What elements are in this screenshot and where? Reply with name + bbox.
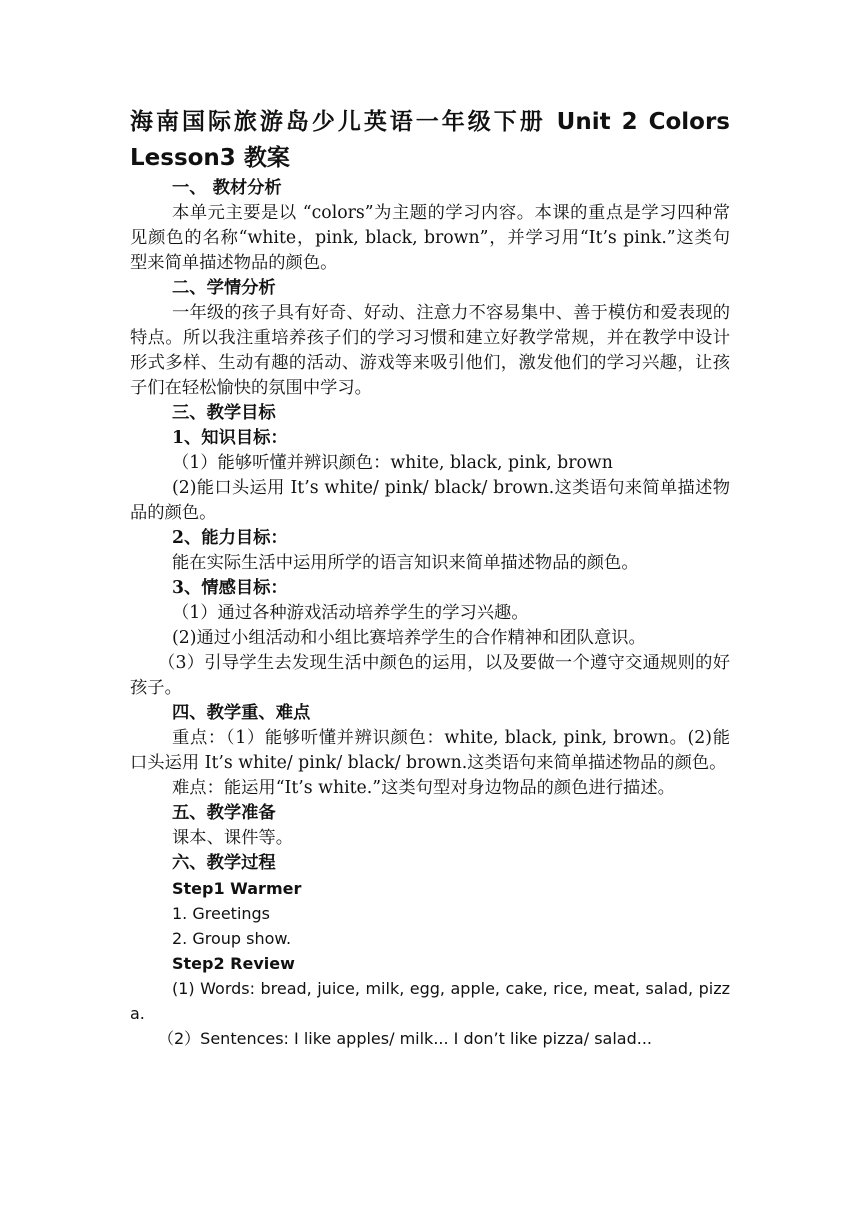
document-page — [130, 104, 730, 1051]
subheading-emotion: 3、情感目标： — [172, 578, 288, 598]
section-heading-objectives: 三、教学目标 — [172, 403, 276, 423]
section-heading-process: 六、教学过程 — [172, 853, 276, 873]
document-title: 海南国际旅游岛少儿英语一年级下册 Unit 2 Colors Lesson3 教案 — [130, 109, 730, 171]
emotion-item-1: （1）通过各种游戏活动培养学生的学习兴趣。 — [172, 603, 529, 623]
section-heading-students: 二、学情分析 — [172, 278, 276, 298]
section-heading-materials: 一、 教材分析 — [172, 178, 282, 198]
paragraph-key-points: 重点：（1）能够听懂并辨识颜色：white, black, pink, brown。(2)能口头运用 It’s white/ pink/ black/ brown.这类语句来简单描述物品的颜色。 — [130, 728, 730, 773]
knowledge-item-1: （1）能够听懂并辨识颜色：white, black, pink, brown — [172, 453, 613, 473]
emotion-item-3: （3）引导学生去发现生活中颜色的运用，以及要做一个遵守交通规则的好孩子。 — [130, 653, 730, 698]
subheading-ability: 2、能力目标： — [172, 528, 288, 548]
step2-item-2: （2）Sentences: I like apples/ milk... I don’t like pizza/ salad... — [158, 1029, 652, 1048]
knowledge-item-2: (2)能口头运用 It’s white/ pink/ black/ brown.这类语句来简单描述物品的颜色。 — [130, 478, 730, 523]
section-heading-keypoints: 四、教学重、难点 — [172, 703, 311, 723]
step1-heading: Step1 Warmer — [172, 879, 302, 898]
step2-heading: Step2 Review — [172, 954, 295, 973]
paragraph-difficult-points: 难点：能运用“It’s white.”这类句型对身边物品的颜色进行描述。 — [172, 778, 675, 798]
paragraph-materials: 本单元主要是以 “colors”为主题的学习内容。本课的重点是学习四种常见颜色的名称“white，pink, black, brown”，并学习用“It’s pink.”这类句型来简单描述物品的颜色。 — [130, 203, 730, 273]
ability-item-1: 能在实际生活中运用所学的语言知识来简单描述物品的颜色。 — [172, 553, 639, 573]
emotion-item-2: (2)通过小组活动和小组比赛培养学生的合作精神和团队意识。 — [172, 628, 646, 648]
step1-item-1: 1. Greetings — [172, 904, 271, 923]
section-heading-preparation: 五、教学准备 — [172, 803, 276, 823]
paragraph-preparation: 课本、课件等。 — [172, 828, 293, 848]
paragraph-students: 一年级的孩子具有好奇、好动、注意力不容易集中、善于模仿和爱表现的特点。所以我注重培养孩子们的学习习惯和建立好教学常规，并在教学中设计形式多样、生动有趣的活动、游戏等来吸引他们，激发他们的学习兴趣，让孩子们在轻松愉快的氛围中学习。 — [130, 303, 730, 398]
step2-item-1: (1) Words: bread, juice, milk, egg, apple, cake, rice, meat, salad, pizza. — [130, 979, 730, 1023]
subheading-knowledge: 1、知识目标： — [172, 428, 288, 448]
step1-item-2: 2. Group show. — [172, 929, 292, 948]
